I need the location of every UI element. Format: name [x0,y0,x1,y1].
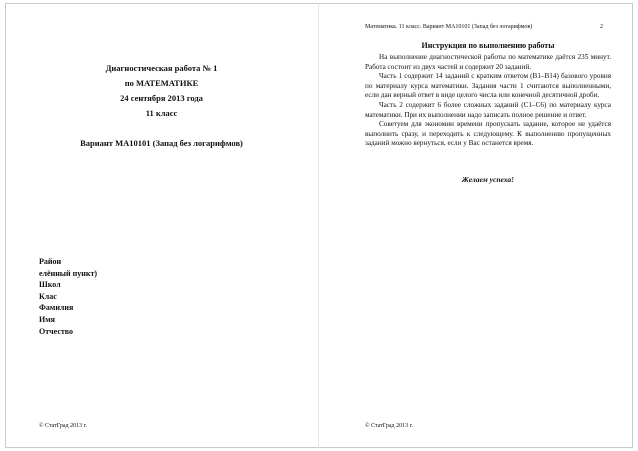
paragraph: Часть 2 содержит 6 более сложных заданий (С1–С6) по материалу курса математики. При их выполнении надо записать полное решение и ответ. [365,100,611,119]
subject-line: по МАТЕМАТИКЕ [124,78,199,88]
field-surname: Фамилия [39,303,74,313]
left-footer: © СтатГрад 2013 г. [39,423,87,429]
good-luck-line: Желаем успеха! [461,175,515,184]
left-page [5,3,318,448]
work-title: Диагностическая работа № 1 [105,63,218,73]
instructions-title: Инструкция по выполнению работы [421,41,555,50]
running-head-text: Математика. 11 класс. Вариант МА10101 (Запад без логарифмов) [365,24,533,30]
field-district: Район [39,257,62,266]
grade-line: 11 класс [145,108,178,118]
running-head [365,24,603,30]
field-name: Имя [39,314,55,324]
field-patronymic: Отчество [39,326,74,336]
paragraph: Часть 1 содержит 14 заданий с кратким ответом (B1–B14) базового уровня по материалу курса математики. Задания части 1 считаются выполненными, если дан верный ответ в виде целого числа или конечной десятичной дроби. [365,72,611,100]
right-page [319,3,633,448]
field-class: Клас [39,291,57,301]
page-number: 2 [600,24,603,30]
student-fields [39,256,97,337]
field-locality: елённый пункт) [39,268,98,278]
variant-line: Вариант МА10101 (Запад без логарифмов) [80,138,243,148]
paragraph: На выполнение диагностической работы по математике даётся 235 минут. Работа состоит из двух частей и содержит 20 заданий. [365,53,611,71]
date-line: 24 сентября 2013 года [120,93,203,103]
paragraph: Советуем для экономии времени пропускать задание, которое не удаётся выполнить сразу, и переходить к следующему. К выполнению пропущенных заданий можно вернуться, если у Вас останется время. [365,120,611,148]
right-footer: © СтатГрад 2013 г. [365,423,413,429]
field-school: Школ [39,280,61,290]
instructions-body [365,53,611,149]
